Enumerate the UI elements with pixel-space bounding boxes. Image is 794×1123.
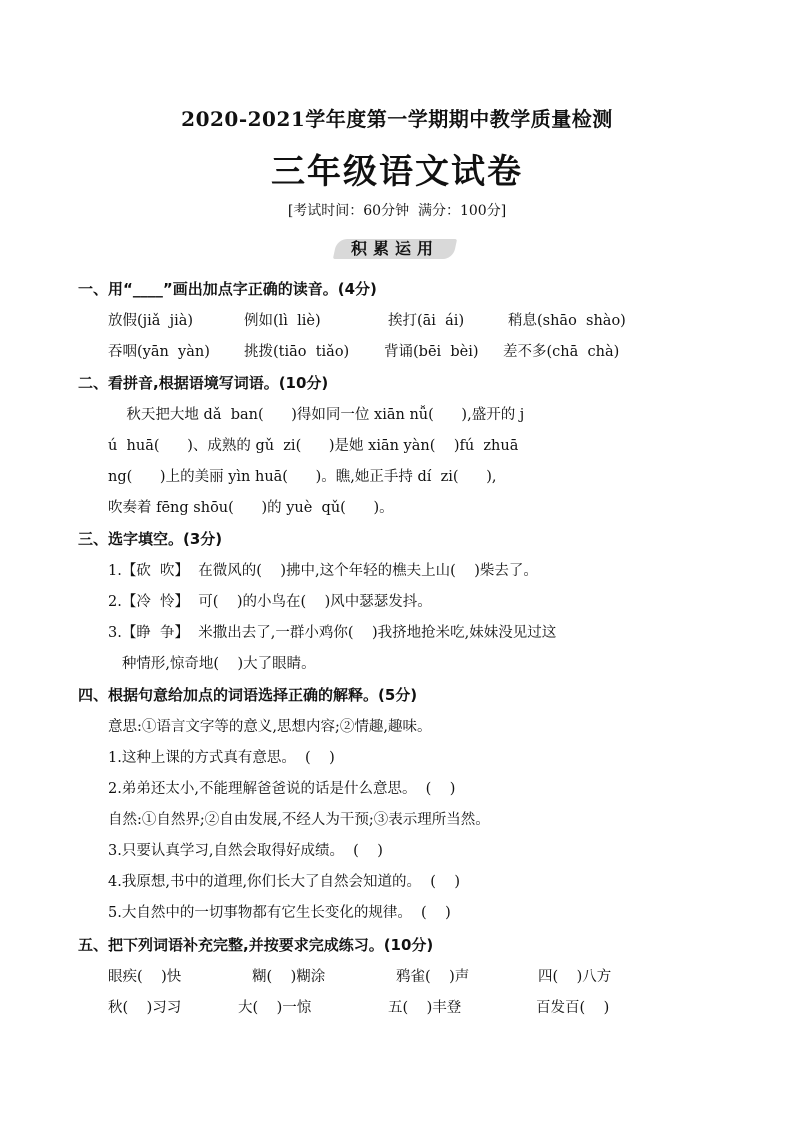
- q1-item: 放假(jiǎ jià): [108, 313, 194, 329]
- q2-line: 吹奏着 fēng shōu( )的 yuè qǔ( )。: [108, 500, 394, 516]
- q1-item: 挑拨(tiāo tiǎo): [244, 344, 350, 360]
- q5-item: 四( )八方: [538, 969, 612, 985]
- q5-item: 大( )一惊: [238, 1000, 312, 1016]
- q1-item: 挨打(āi ái): [388, 313, 465, 329]
- q4-line: 5.大自然中的一切事物都有它生长变化的规律。 ( ): [108, 905, 451, 921]
- q5-item: 眼疾( )快: [108, 969, 182, 985]
- q4-line: 自然:①自然界;②自由发展,不经人为干预;③表示理所当然。: [108, 812, 490, 828]
- exam-info: [考试时间：60分钟 满分：100分]: [287, 203, 507, 219]
- q4-line: 3.只要认真学习,自然会取得好成绩。 ( ): [108, 843, 383, 859]
- q1-item: 稍息(shāo shào): [508, 313, 626, 329]
- section-banner: [331, 236, 459, 260]
- q5-item: 糊( )糊涂: [252, 969, 326, 985]
- q5-item: 五( )丰登: [388, 1000, 462, 1016]
- q1-item: 背诵(bēi bèi): [384, 344, 479, 360]
- exam-title-line2: 三年级语文试卷: [271, 152, 523, 192]
- q4-line: 1.这种上课的方式真有意思。 ( ): [108, 750, 335, 766]
- q1-heading: 一、用“____”画出加点字正确的读音。(4分): [78, 280, 377, 298]
- q2-line: 秋天把大地 dǎ ban( )得如同一位 xiān nǚ( ),盛开的 j: [108, 407, 525, 423]
- q4-line: 2.弟弟还太小,不能理解爸爸说的话是什么意思。 ( ): [108, 781, 456, 797]
- q4-line: 4.我原想,书中的道理,你们长大了自然会知道的。 ( ): [108, 874, 461, 890]
- q2-heading: 二、看拼音,根据语境写词语。(10分): [78, 374, 329, 392]
- q2-line: ú huā( )、成熟的 gǔ zi( )是她 xiān yàn( )fú zhuā: [108, 438, 519, 454]
- q3-line: 3.【睁 争】 米撒出去了,一群小鸡你( )我挤地抢米吃,妹妹没见过这: [108, 625, 557, 641]
- exam-title-line1: 2020-2021学年度第一学期期中教学质量检测: [181, 107, 613, 131]
- q1-item: 例如(lì liè): [244, 313, 321, 329]
- q3-heading: 三、选字填空。(3分): [78, 530, 223, 548]
- banner-text: 积累运用: [350, 239, 439, 258]
- q3-line: 2.【冷 怜】 可( )的小鸟在( )风中瑟瑟发抖。: [108, 594, 432, 610]
- q5-item: 秋( )习习: [108, 1000, 182, 1016]
- q5-item: 百发百( ): [536, 1000, 610, 1016]
- q5-item: 鸦雀( )声: [396, 969, 470, 985]
- q3-line: 种情形,惊奇地( )大了眼睛。: [108, 656, 316, 672]
- q4-heading: 四、根据句意给加点的词语选择正确的解释。(5分): [78, 686, 418, 704]
- q2-line: ng( )上的美丽 yìn huā( )。瞧,她正手持 dí zi( ),: [108, 469, 497, 485]
- q4-line: 意思:①语言文字等的意义,思想内容;②情趣,趣味。: [108, 719, 432, 735]
- q5-heading: 五、把下列词语补充完整,并按要求完成练习。(10分): [78, 936, 434, 954]
- q1-item: 差不多(chā chà): [503, 344, 620, 360]
- q1-item: 吞咽(yān yàn): [108, 344, 210, 360]
- q3-line: 1.【砍 吹】 在微风的( )拂中,这个年轻的樵夫上山( )柴去了。: [108, 563, 538, 579]
